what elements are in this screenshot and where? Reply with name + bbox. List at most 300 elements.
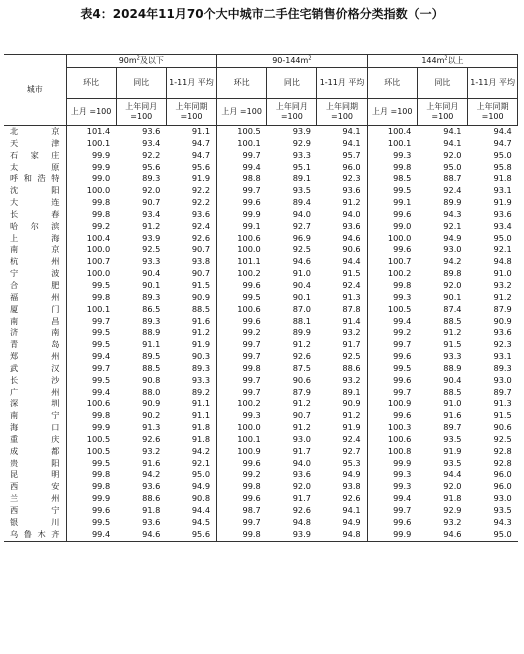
index-value: 92.1	[443, 220, 462, 231]
table-row	[4, 327, 518, 339]
index-value: 91.9	[191, 339, 211, 350]
index-value: 99.6	[367, 209, 417, 221]
index-value: 99.5	[367, 363, 417, 375]
index-value: 99.8	[66, 197, 116, 209]
index-value: 93.6	[191, 208, 211, 219]
index-value: 99.7	[217, 517, 267, 529]
index-value: 89.3	[142, 315, 161, 326]
index-value: 100.0	[66, 268, 116, 280]
index-value: 93.3	[443, 351, 462, 362]
index-value: 94.1	[342, 137, 361, 148]
table-row	[4, 410, 518, 422]
index-value: 95.8	[493, 161, 512, 172]
index-value: 93.2	[443, 516, 462, 527]
index-value: 100.2	[367, 268, 417, 280]
index-value: 99.9	[66, 493, 116, 505]
index-value: 93.0	[493, 374, 512, 385]
index-value: 99.2	[66, 221, 116, 233]
city-name: 南昌	[10, 315, 60, 326]
index-value: 93.0	[292, 433, 311, 444]
table-row	[4, 505, 518, 517]
index-value: 87.4	[443, 303, 462, 314]
city-name: 厦门	[10, 303, 60, 314]
index-value: 92.2	[191, 197, 211, 208]
index-value: 92.0	[443, 279, 462, 290]
table-row	[4, 209, 518, 221]
index-value: 93.4	[142, 137, 161, 148]
index-value: 90.4	[443, 374, 462, 385]
index-value: 94.2	[443, 256, 462, 267]
index-value: 100.2	[217, 398, 267, 410]
table-row	[4, 126, 518, 138]
index-value: 95.6	[142, 161, 161, 172]
index-value: 91.2	[292, 422, 311, 433]
index-value: 93.9	[267, 529, 317, 541]
index-value: 93.3	[191, 374, 211, 385]
index-value: 99.1	[367, 197, 417, 209]
index-value: 91.2	[342, 197, 361, 208]
index-value: 88.9	[443, 362, 462, 373]
index-value: 86.5	[142, 303, 161, 314]
base-header-2-1: 上年同月 =100	[417, 99, 467, 126]
index-value: 99.7	[66, 363, 116, 375]
city-name: 上海	[10, 232, 60, 243]
index-value: 93.4	[142, 208, 161, 219]
index-value: 99.5	[66, 280, 116, 292]
index-value: 99.7	[217, 339, 267, 351]
index-value: 91.4	[342, 315, 361, 326]
city-name: 北京	[10, 126, 60, 136]
index-value: 99.6	[367, 517, 417, 529]
index-value: 93.5	[292, 185, 311, 196]
base-header-0-1: 上年同月 =100	[116, 99, 166, 126]
index-value: 99.6	[217, 197, 267, 209]
index-value: 89.2	[191, 386, 211, 397]
index-value: 91.9	[493, 197, 512, 208]
index-value: 93.8	[342, 481, 361, 492]
index-value: 94.1	[443, 137, 462, 148]
index-value: 99.2	[217, 327, 267, 339]
city-name: 长沙	[10, 374, 60, 385]
index-value: 99.4	[66, 351, 116, 363]
index-value: 95.0	[493, 232, 512, 243]
index-value: 99.3	[367, 292, 417, 304]
index-value: 94.4	[443, 469, 462, 480]
index-value: 94.8	[317, 529, 367, 541]
index-value: 95.0	[493, 149, 512, 160]
city-name: 南京	[10, 244, 60, 255]
index-value: 92.5	[142, 244, 161, 255]
city-name: 南宁	[10, 410, 60, 421]
city-column-header: 城市	[4, 55, 66, 126]
index-value: 94.6	[342, 232, 361, 243]
index-value: 94.1	[342, 505, 361, 515]
index-value: 90.7	[142, 197, 161, 208]
city-name: 昆明	[10, 469, 60, 480]
sub-header-1-1: 同比	[267, 68, 317, 99]
index-value: 99.7	[367, 387, 417, 399]
city-name: 郑州	[10, 351, 60, 362]
index-value: 99.6	[367, 410, 417, 422]
index-value: 91.3	[342, 291, 361, 302]
index-value: 96.9	[292, 232, 311, 243]
index-value: 94.4	[191, 505, 211, 515]
index-value: 89.1	[292, 173, 311, 184]
index-value: 89.3	[142, 173, 161, 184]
index-value: 99.7	[367, 505, 417, 517]
index-value: 94.6	[116, 529, 166, 541]
index-value: 92.4	[191, 220, 211, 231]
index-value: 93.1	[493, 185, 512, 196]
index-value: 98.7	[217, 505, 267, 517]
index-value: 88.7	[443, 173, 462, 184]
index-value: 99.0	[66, 173, 116, 185]
index-value: 88.0	[142, 386, 161, 397]
index-value: 91.0	[493, 268, 512, 279]
index-value: 91.2	[493, 291, 512, 302]
table-row	[4, 398, 518, 410]
sub-header-0-1: 同比	[116, 68, 166, 99]
index-value: 94.7	[191, 149, 211, 160]
index-value: 99.7	[367, 339, 417, 351]
index-value: 94.4	[493, 126, 512, 136]
index-value: 90.4	[142, 268, 161, 279]
index-value: 92.1	[191, 457, 211, 468]
index-value: 91.2	[142, 220, 161, 231]
index-value: 87.8	[342, 303, 361, 314]
index-value: 96.0	[493, 481, 512, 492]
index-value: 93.6	[292, 469, 311, 480]
index-value: 91.5	[191, 279, 211, 290]
index-value: 93.8	[191, 256, 211, 267]
index-value: 94.6	[292, 256, 311, 267]
index-value: 93.6	[493, 327, 512, 338]
index-value: 94.4	[342, 256, 361, 267]
index-value: 90.3	[191, 351, 211, 362]
table-row	[4, 304, 518, 316]
index-value: 99.6	[217, 316, 267, 328]
index-value: 100.0	[66, 244, 116, 256]
index-value: 91.8	[493, 173, 512, 184]
index-value: 100.2	[217, 268, 267, 280]
index-value: 99.6	[217, 280, 267, 292]
index-value: 93.5	[443, 457, 462, 468]
index-value: 92.5	[292, 244, 311, 255]
index-value: 88.9	[142, 327, 161, 338]
index-value: 99.7	[217, 375, 267, 387]
sub-header-2-0: 环比	[367, 68, 417, 99]
index-value: 91.8	[142, 505, 161, 515]
index-value: 100.5	[66, 434, 116, 446]
city-name: 福州	[10, 291, 60, 302]
table-row	[4, 256, 518, 268]
index-value: 94.7	[191, 137, 211, 148]
index-value: 92.6	[142, 433, 161, 444]
table-row	[4, 481, 518, 493]
index-value: 92.8	[493, 445, 512, 456]
index-value: 88.5	[191, 303, 211, 314]
index-value: 90.9	[191, 291, 211, 302]
table-row	[4, 422, 518, 434]
index-value: 99.5	[367, 185, 417, 197]
index-value: 92.9	[292, 137, 311, 148]
sub-header-0-2: 1-11月 平均	[166, 68, 216, 99]
index-value: 101.4	[66, 126, 116, 138]
table-title: 表4：2024年11月70个大中城市二手住宅销售价格分类指数（一）	[80, 7, 444, 21]
index-value: 95.7	[342, 149, 361, 160]
index-value: 100.1	[217, 434, 267, 446]
index-value: 93.6	[342, 220, 361, 231]
base-header-1-2: 上年同期 =100	[317, 99, 367, 126]
index-value: 91.1	[191, 410, 211, 421]
index-value: 100.1	[367, 138, 417, 150]
index-value: 99.9	[66, 422, 116, 434]
table-row	[4, 233, 518, 245]
index-value: 90.1	[142, 279, 161, 290]
index-value: 90.7	[292, 410, 311, 421]
index-value: 99.8	[217, 529, 267, 541]
index-value: 90.9	[493, 315, 512, 326]
index-value: 93.6	[493, 208, 512, 219]
index-value: 91.2	[191, 327, 211, 338]
index-value: 93.0	[493, 493, 512, 504]
index-value: 92.5	[493, 433, 512, 444]
index-value: 91.1	[191, 126, 211, 136]
index-value: 95.0	[191, 469, 211, 480]
index-value: 99.1	[217, 221, 267, 233]
index-value: 92.4	[342, 279, 361, 290]
index-value: 92.6	[191, 232, 211, 243]
index-value: 92.2	[191, 185, 211, 196]
table-row	[4, 363, 518, 375]
index-value: 89.7	[443, 422, 462, 433]
index-value: 99.6	[367, 244, 417, 256]
index-value: 90.6	[493, 422, 512, 433]
index-value: 94.9	[191, 481, 211, 492]
index-value: 94.1	[443, 126, 462, 136]
index-value: 94.5	[191, 516, 211, 527]
index-value: 99.6	[217, 493, 267, 505]
table-row	[4, 529, 518, 541]
index-value: 91.9	[342, 422, 361, 433]
index-value: 94.9	[342, 516, 361, 527]
sub-header-2-2: 1-11月 平均	[468, 68, 518, 99]
index-value: 100.6	[66, 398, 116, 410]
index-value: 88.5	[142, 362, 161, 373]
index-value: 100.4	[367, 126, 417, 138]
table-row	[4, 138, 518, 150]
index-value: 91.6	[191, 315, 211, 326]
index-value: 99.4	[66, 529, 116, 541]
index-value: 99.7	[217, 150, 267, 162]
index-value: 93.6	[342, 185, 361, 196]
index-value: 92.3	[342, 173, 361, 184]
index-value: 94.3	[443, 208, 462, 219]
city-name: 石家庄	[10, 149, 60, 160]
city-name: 乌鲁木齐	[4, 529, 66, 541]
index-value: 90.7	[191, 268, 211, 279]
index-value: 99.4	[66, 387, 116, 399]
index-value: 90.7	[191, 244, 211, 255]
index-value: 100.5	[217, 126, 267, 138]
index-value: 93.6	[142, 126, 161, 136]
index-value: 91.2	[292, 339, 311, 350]
table-row	[4, 185, 518, 197]
index-value: 90.6	[342, 244, 361, 255]
index-value: 99.7	[217, 387, 267, 399]
index-value: 100.1	[66, 304, 116, 316]
index-value: 99.4	[367, 493, 417, 505]
index-value: 90.1	[443, 291, 462, 302]
index-value: 99.9	[217, 209, 267, 221]
table-row	[4, 150, 518, 162]
city-name: 武汉	[10, 362, 60, 373]
city-name: 海口	[10, 422, 60, 433]
index-value: 100.8	[367, 446, 417, 458]
index-value: 94.6	[417, 529, 467, 541]
base-header-2-0: 上月 =100	[367, 99, 417, 126]
index-value: 94.9	[443, 232, 462, 243]
index-value: 100.0	[66, 185, 116, 197]
index-value: 93.0	[443, 244, 462, 255]
base-header-2-2: 上年同期 =100	[468, 99, 518, 126]
index-value: 87.9	[493, 303, 512, 314]
index-value: 94.7	[493, 137, 512, 148]
index-value: 91.6	[142, 457, 161, 468]
index-value: 94.8	[292, 516, 311, 527]
index-value: 99.2	[367, 327, 417, 339]
city-name: 济南	[10, 327, 60, 338]
index-value: 100.0	[367, 233, 417, 245]
index-value: 98.5	[367, 173, 417, 185]
index-value: 94.3	[493, 516, 512, 527]
index-value: 91.3	[493, 398, 512, 409]
index-value: 91.9	[443, 445, 462, 456]
index-value: 89.9	[292, 327, 311, 338]
city-name: 广州	[10, 386, 60, 397]
index-value: 93.3	[142, 256, 161, 267]
index-value: 93.2	[493, 279, 512, 290]
index-value: 94.8	[493, 256, 512, 267]
table-row	[4, 458, 518, 470]
index-value: 100.9	[217, 446, 267, 458]
index-value: 92.0	[443, 481, 462, 492]
index-value: 96.0	[493, 469, 512, 480]
index-value: 100.7	[367, 256, 417, 268]
city-name: 贵阳	[10, 457, 60, 468]
index-value: 90.2	[142, 410, 161, 421]
table-row	[4, 375, 518, 387]
index-value: 96.0	[342, 161, 361, 172]
index-value: 88.6	[142, 493, 161, 504]
index-value: 99.6	[66, 505, 116, 517]
index-value: 92.8	[493, 457, 512, 468]
index-value: 91.7	[292, 493, 311, 504]
index-value: 94.0	[342, 208, 361, 219]
index-value: 99.8	[367, 162, 417, 174]
index-value: 91.5	[342, 268, 361, 279]
index-value: 99.8	[217, 481, 267, 493]
index-value: 99.6	[367, 375, 417, 387]
index-value: 89.1	[342, 386, 361, 397]
index-value: 99.8	[66, 481, 116, 493]
index-value: 99.5	[66, 517, 116, 529]
index-value: 92.6	[292, 351, 311, 362]
index-value: 91.8	[443, 493, 462, 504]
index-value: 88.5	[443, 315, 462, 326]
index-value: 92.0	[443, 149, 462, 160]
group-header-under-90: $90m^2$及以下	[66, 55, 217, 68]
index-value: 88.1	[292, 315, 311, 326]
index-value: 87.9	[292, 386, 311, 397]
index-value: 100.6	[217, 304, 267, 316]
index-value: 93.6	[142, 516, 161, 527]
index-value: 99.8	[367, 280, 417, 292]
index-value: 87.0	[292, 303, 311, 314]
index-value: 91.2	[342, 410, 361, 421]
index-value: 100.0	[217, 422, 267, 434]
index-value: 92.4	[342, 433, 361, 444]
base-header-0-0: 上月 =100	[66, 99, 116, 126]
table-row	[4, 162, 518, 174]
index-value: 95.6	[191, 161, 211, 172]
sub-header-1-0: 环比	[217, 68, 267, 99]
index-value: 93.5	[493, 505, 512, 515]
index-value: 100.7	[66, 256, 116, 268]
city-name: 深圳	[10, 398, 60, 409]
base-header-0-2: 上年同期 =100	[166, 99, 216, 126]
city-name: 天津	[10, 137, 60, 148]
index-value: 100.6	[217, 233, 267, 245]
index-value: 93.5	[443, 433, 462, 444]
table-row	[4, 316, 518, 328]
index-value: 91.7	[342, 339, 361, 350]
index-value: 99.6	[367, 351, 417, 363]
table-row	[4, 268, 518, 280]
index-value: 93.2	[342, 327, 361, 338]
index-value: 89.3	[493, 362, 512, 373]
table-row	[4, 446, 518, 458]
index-value: 93.2	[142, 445, 161, 456]
index-value: 92.1	[493, 244, 512, 255]
index-value: 91.8	[191, 422, 211, 433]
base-header-1-0: 上月 =100	[217, 99, 267, 126]
index-value: 89.8	[443, 268, 462, 279]
index-value: 89.3	[191, 362, 211, 373]
index-value: 100.4	[66, 233, 116, 245]
index-value: 99.9	[367, 529, 417, 541]
sub-header-2-1: 同比	[417, 68, 467, 99]
index-value: 92.6	[292, 505, 311, 515]
table-row	[4, 197, 518, 209]
index-value: 99.5	[66, 458, 116, 470]
index-value: 94.0	[292, 457, 311, 468]
index-value: 88.5	[443, 386, 462, 397]
index-value: 90.8	[191, 493, 211, 504]
index-value: 99.8	[217, 363, 267, 375]
index-value: 95.3	[342, 457, 361, 468]
index-value: 91.5	[443, 339, 462, 350]
index-value: 89.4	[292, 197, 311, 208]
index-value: 92.3	[493, 339, 512, 350]
index-value: 93.1	[493, 351, 512, 362]
city-name: 西宁	[10, 505, 60, 515]
sub-header-1-2: 1-11月 平均	[317, 68, 367, 99]
index-value: 99.3	[367, 469, 417, 481]
index-value: 90.6	[292, 374, 311, 385]
table-row	[4, 387, 518, 399]
base-header-1-1: 上年同月 =100	[267, 99, 317, 126]
